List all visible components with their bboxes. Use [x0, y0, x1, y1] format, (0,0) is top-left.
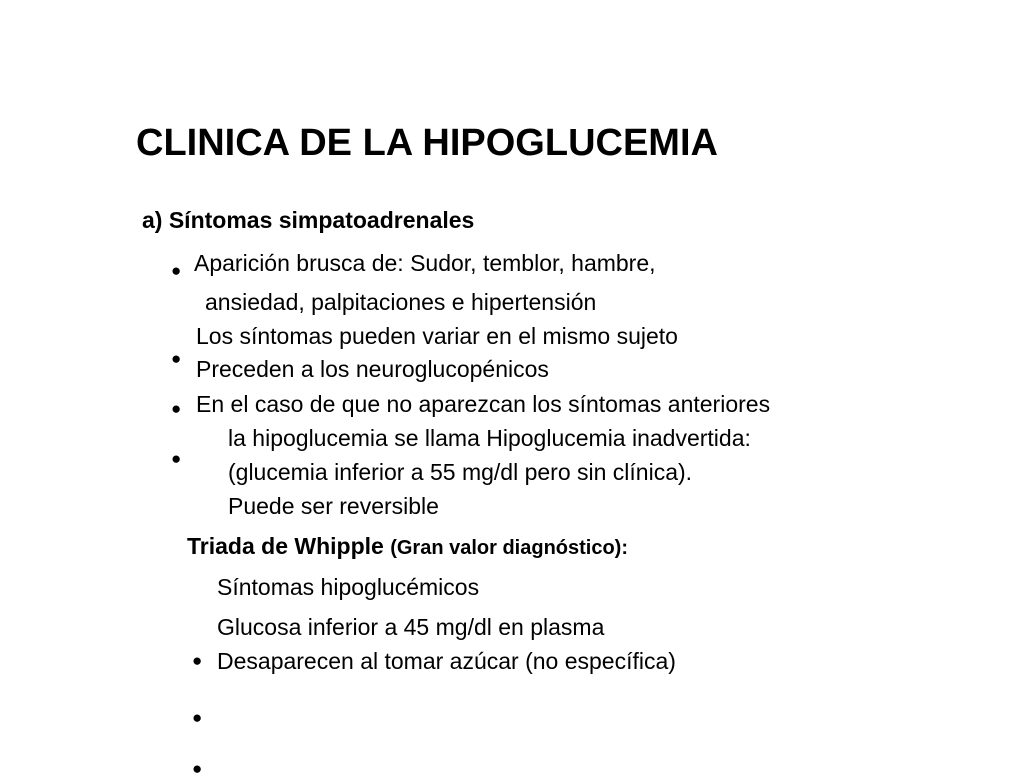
whipple-item-3: Desaparecen al tomar azúcar (no específica)	[217, 648, 676, 674]
bullet-icon: ●	[171, 449, 182, 468]
symptom-item-4-line-4: Puede ser reversible	[228, 493, 439, 519]
bullet-icon: ●	[192, 708, 203, 727]
whipple-item-1: Síntomas hipoglucémicos	[217, 574, 480, 600]
whipple-heading	[187, 535, 628, 558]
symptom-item-4-line-1: En el caso de que no aparezcan los síntomas anteriores	[196, 391, 771, 417]
whipple-heading-title: Triada de Whipple	[187, 533, 384, 559]
bullet-icon: ●	[171, 261, 182, 280]
section-a-heading: a) Síntomas simpatoadrenales	[142, 207, 475, 233]
symptom-item-4-line-3: (glucemia inferior a 55 mg/dl pero sin clínica).	[228, 459, 693, 485]
whipple-heading-subtitle: (Gran valor diagnóstico):	[390, 537, 629, 559]
bullet-icon: ●	[192, 651, 203, 670]
whipple-item-2: Glucosa inferior a 45 mg/dl en plasma	[217, 614, 605, 640]
symptom-item-4-line-2: la hipoglucemia se llama Hipoglucemia inadvertida:	[228, 425, 751, 451]
symptom-item-1-line-2: ansiedad, palpitaciones e hipertensión	[205, 289, 597, 315]
symptom-item-1-line-1: Aparición brusca de: Sudor, temblor, hambre,	[194, 250, 656, 276]
bullet-icon: ●	[171, 399, 182, 418]
symptom-item-2: Los síntomas pueden variar en el mismo sujeto	[196, 323, 678, 349]
bullet-icon: ●	[171, 349, 182, 368]
slide-title: CLINICA DE LA HIPOGLUCEMIA	[136, 122, 718, 164]
symptom-item-3: Preceden a los neuroglucopénicos	[196, 356, 549, 382]
bullet-icon: ●	[192, 759, 203, 778]
